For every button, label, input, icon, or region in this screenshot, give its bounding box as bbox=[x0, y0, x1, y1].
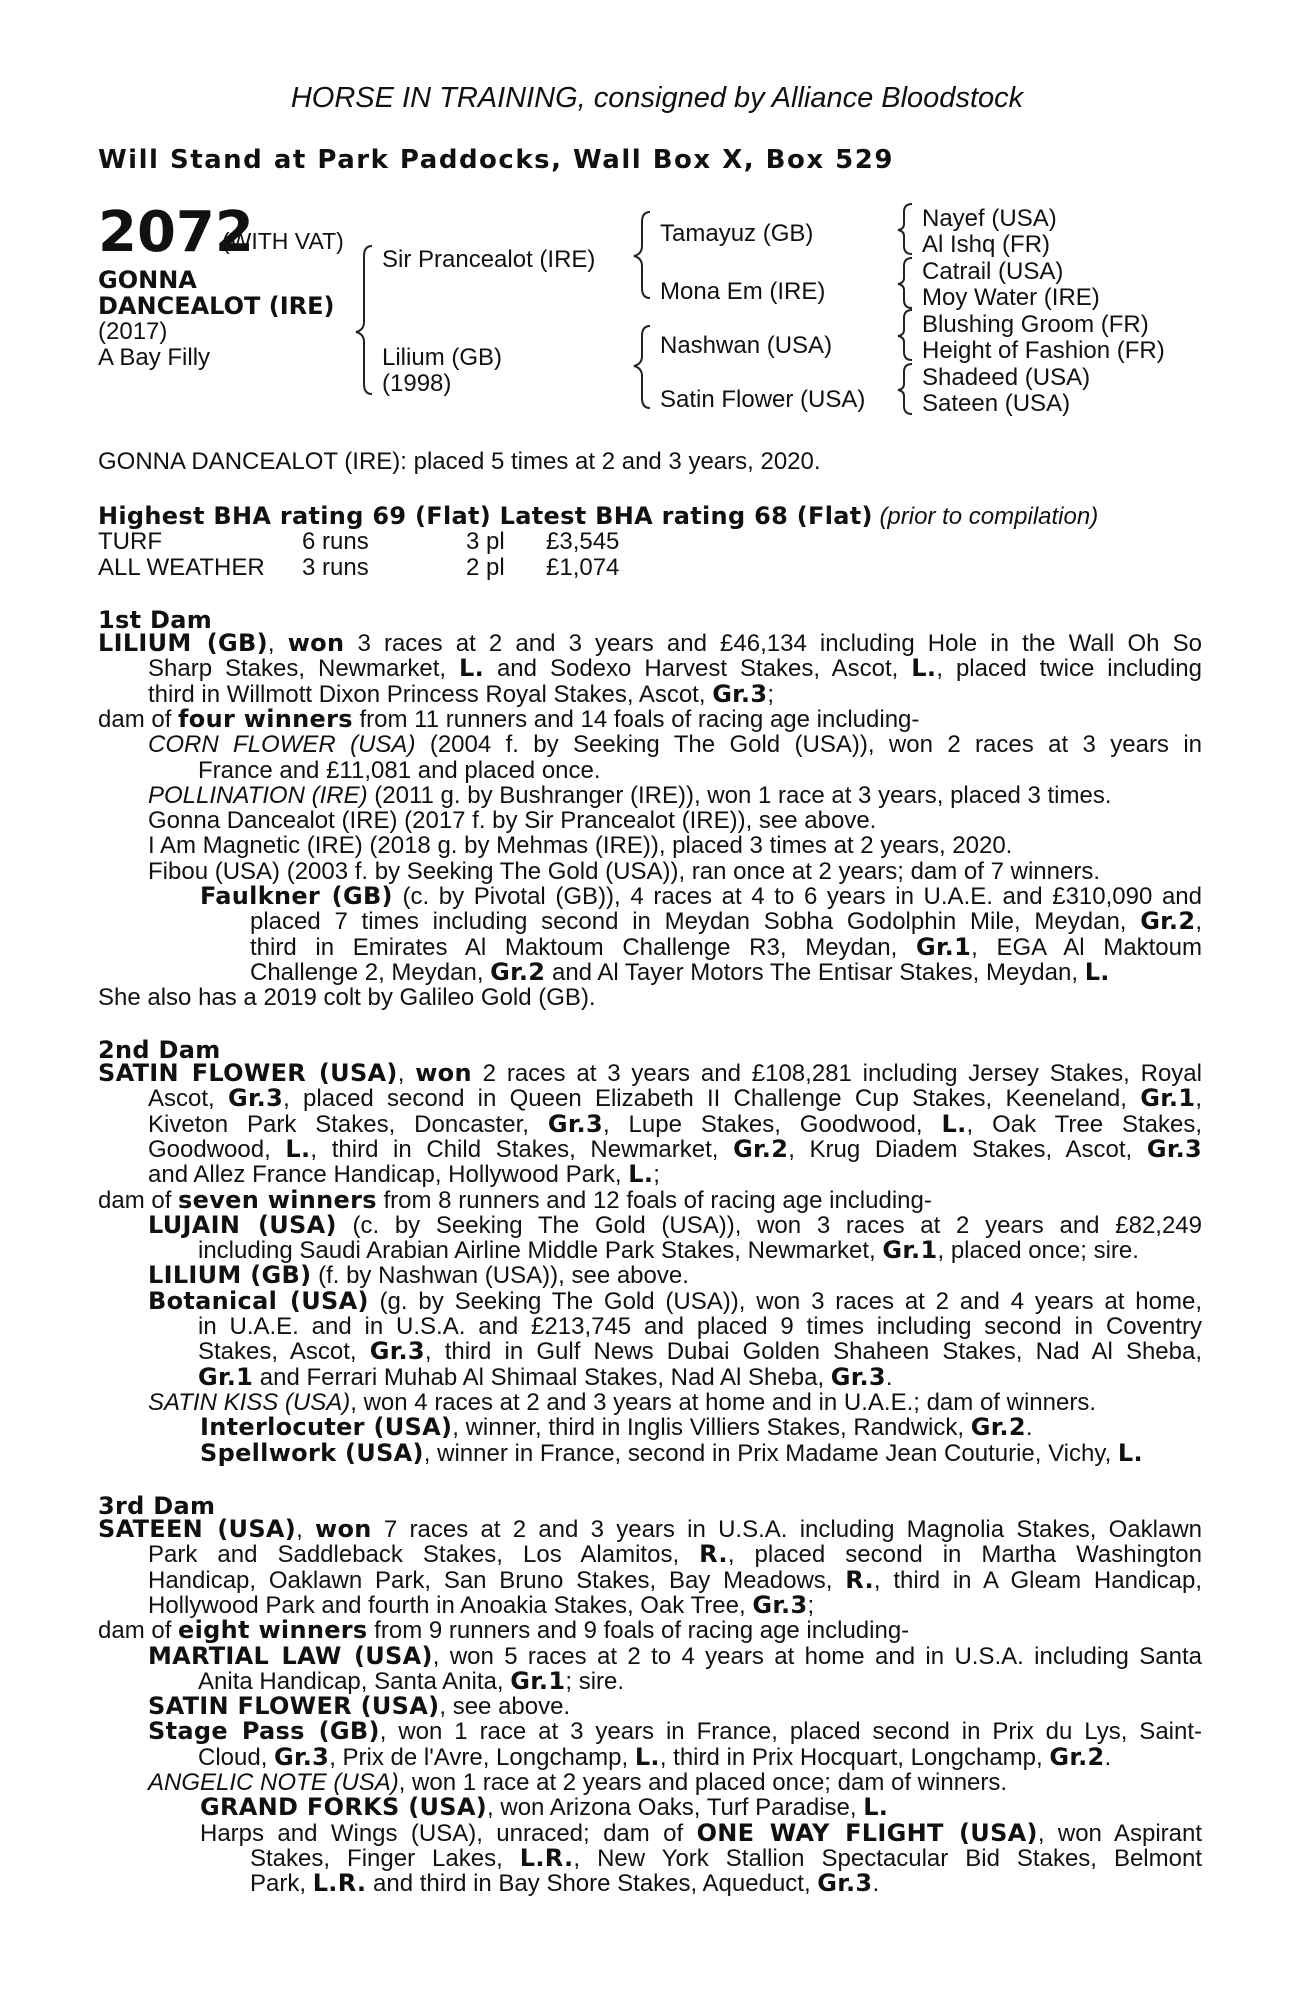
text-run: (c. by Seeking The Gold (USA)), won 3 races at 2 years and £82,249 bbox=[336, 1211, 1202, 1239]
dam3-line bbox=[148, 1590, 815, 1619]
text-run: Gr.1 bbox=[915, 932, 972, 961]
bha-ratings-note: (prior to compilation) bbox=[879, 503, 1099, 530]
text-run: Ascot, bbox=[148, 1085, 228, 1113]
granddam-4: Moy Water (IRE) bbox=[922, 284, 1100, 311]
turf-runs: 6 runs bbox=[302, 528, 369, 555]
text-run: dam of bbox=[98, 1186, 179, 1214]
dam3-line bbox=[148, 1694, 570, 1719]
text-run: and third in Bay Shore Stakes, Aqueduct, bbox=[366, 1870, 818, 1898]
grandsire-3: Catrail (USA) bbox=[922, 258, 1064, 285]
horse-name-line1: GONNA bbox=[98, 266, 197, 294]
text-run: Sharp Stakes, Newmarket, bbox=[148, 655, 459, 683]
text-run: Stakes, Ascot, bbox=[198, 1338, 370, 1366]
text-run: Gr.3 bbox=[547, 1109, 603, 1138]
horse-name-line2: DANCEALOT (IRE) bbox=[98, 292, 335, 320]
bha-ratings-text: Highest BHA rating 69 (Flat) Latest BHA rating 68 (Flat) bbox=[98, 502, 873, 530]
sire-sire: Tamayuz (GB) bbox=[660, 220, 814, 247]
text-run: Gr.2 bbox=[1049, 1742, 1105, 1771]
text-run: won bbox=[415, 1059, 472, 1087]
horse-sex-colour: A Bay Filly bbox=[98, 344, 211, 371]
dam2-line bbox=[148, 1286, 1202, 1315]
text-run: third in Willmott Dixon Princess Royal Stakes, Ascot, bbox=[148, 680, 713, 708]
text-run: , bbox=[397, 1060, 416, 1087]
text-run: Gr.3 bbox=[274, 1742, 330, 1771]
text-run: from 11 runners and 14 foals of racing age including- bbox=[352, 705, 920, 733]
text-run: . bbox=[872, 1870, 880, 1898]
text-run: four winners bbox=[178, 704, 353, 733]
text-run: , won 5 races at 2 to 4 years at home and in U.S.A. including Santa bbox=[432, 1642, 1202, 1670]
bracket-gen3-b bbox=[898, 258, 912, 308]
text-run: Stakes, Finger Lakes, bbox=[250, 1844, 520, 1872]
stand-location: Will Stand at Park Paddocks, Wall Box X, Box 529 bbox=[98, 145, 894, 175]
text-run: and Allez France Handicap, Hollywood Park, bbox=[148, 1161, 629, 1189]
text-run: Gr.3 bbox=[227, 1084, 284, 1113]
text-run: won bbox=[315, 1515, 372, 1543]
text-run: and Ferrari Muhab Al Shimaal Stakes, Nad Al Sheba, bbox=[253, 1363, 831, 1391]
text-run: Faulkner (GB) bbox=[200, 882, 393, 910]
text-run: SATEEN (USA) bbox=[98, 1515, 297, 1543]
text-run: CORN FLOWER (USA) bbox=[148, 731, 416, 759]
text-run: L. bbox=[458, 654, 484, 683]
dam1-line: Fibou (USA) (2003 f. by Seeking The Gold (USA)), ran once at 2 years; dam of 7 winners. bbox=[148, 857, 1100, 885]
dam2-line bbox=[98, 1185, 932, 1214]
text-run: SATIN KISS (USA) bbox=[148, 1388, 351, 1416]
dam1-line: France and £11,081 and placed once. bbox=[198, 756, 601, 784]
dam3-line bbox=[98, 1618, 909, 1643]
text-run: SATIN FLOWER (USA) bbox=[148, 1692, 440, 1721]
section-heading-1st-dam: 1st Dam bbox=[98, 606, 213, 634]
text-run: Gr.3 bbox=[369, 1337, 425, 1366]
dam2-line bbox=[198, 1362, 893, 1391]
bracket-gen1 bbox=[356, 246, 372, 394]
bha-ratings bbox=[98, 502, 1098, 531]
text-run: , third in Gulf News Dubai Golden Shaheen Stakes, Nad Al Sheba, bbox=[424, 1338, 1203, 1366]
text-run: L. bbox=[285, 1134, 311, 1163]
text-run: R. bbox=[845, 1565, 874, 1594]
text-run: won bbox=[287, 629, 345, 657]
lot-number: 2072 bbox=[98, 200, 254, 265]
dam2-line bbox=[198, 1339, 1202, 1364]
dam1-line: She also has a 2019 colt by Galileo Gold (GB). bbox=[98, 984, 596, 1012]
text-run: Cloud, bbox=[198, 1743, 275, 1771]
text-run: from 8 runners and 12 foals of racing age including- bbox=[376, 1186, 932, 1214]
text-run: Harps and Wings (USA), unraced; dam of bbox=[200, 1819, 697, 1847]
dam2-line bbox=[148, 1134, 1203, 1163]
dam2-line bbox=[98, 1061, 1202, 1086]
text-run: , EGA Al Maktoum bbox=[971, 933, 1202, 961]
text-run: , placed second in Martha Washington bbox=[727, 1541, 1203, 1569]
text-run: , Oak Tree Stakes, bbox=[966, 1110, 1202, 1138]
text-run: , winner in France, second in Prix Madame Jean Couturie, Vichy, bbox=[423, 1439, 1118, 1467]
text-run: L. bbox=[863, 1793, 889, 1822]
text-run: MARTIAL LAW (USA) bbox=[148, 1641, 433, 1670]
text-run: Kiveton Park Stakes, Doncaster, bbox=[148, 1110, 548, 1138]
text-run: GRAND FORKS (USA) bbox=[200, 1793, 488, 1822]
dam1-line bbox=[148, 679, 774, 708]
dam1-line bbox=[148, 783, 1112, 808]
text-run: LILIUM (GB) bbox=[98, 629, 268, 657]
text-run: placed 7 times including second in Meydan Sobha Godolphin Mile, Meydan, bbox=[250, 908, 1141, 936]
text-run: (g. by Seeking The Gold (USA)), won 3 races at 2 and 4 years at home, bbox=[368, 1287, 1202, 1315]
text-run: Anita Handicap, Santa Anita, bbox=[198, 1667, 511, 1695]
text-run: Goodwood, bbox=[148, 1135, 286, 1163]
text-run: , Prix de l'Avre, Longchamp, bbox=[329, 1743, 635, 1771]
vat-note: (WITH VAT) bbox=[222, 228, 344, 254]
text-run: (2011 g. by Bushranger (IRE)), won 1 race at 3 years, placed 3 times. bbox=[367, 781, 1112, 809]
dam1-line bbox=[200, 884, 1202, 909]
text-run: L. bbox=[1084, 957, 1110, 986]
text-run: L.R. bbox=[519, 1843, 574, 1872]
dam3-line bbox=[148, 1641, 1202, 1670]
text-run: , winner, third in Inglis Villiers Stakes, Randwick, bbox=[452, 1414, 971, 1442]
text-run: Handicap, Oaklawn Park, San Bruno Stakes, Bay Meadows, bbox=[148, 1566, 846, 1594]
text-run: , Lupe Stakes, Goodwood, bbox=[602, 1110, 942, 1138]
text-run: SATIN FLOWER (USA) bbox=[98, 1059, 398, 1087]
grandsire-5: Blushing Groom (FR) bbox=[922, 311, 1149, 338]
text-run: , won Arizona Oaks, Turf Paradise, bbox=[487, 1794, 864, 1822]
sire: Sir Prancealot (IRE) bbox=[382, 246, 596, 273]
text-run: LUJAIN (USA) bbox=[148, 1210, 337, 1239]
text-run: Park, bbox=[250, 1870, 313, 1898]
dam1-line bbox=[250, 909, 1202, 934]
text-run: Gr.3 bbox=[817, 1869, 873, 1898]
text-run: , won 1 race at 2 years and placed once; dam of winners. bbox=[398, 1769, 1008, 1796]
text-run: third in Emirates Al Maktoum Challenge R3, Meydan, bbox=[250, 933, 916, 961]
section-heading-2nd-dam: 2nd Dam bbox=[98, 1036, 221, 1064]
text-run: L. bbox=[1117, 1438, 1143, 1467]
dam2-line bbox=[200, 1438, 1143, 1467]
text-run: . bbox=[1104, 1743, 1112, 1771]
text-run: . bbox=[1025, 1414, 1033, 1442]
text-run: seven winners bbox=[178, 1185, 377, 1214]
text-run: L.R. bbox=[312, 1869, 367, 1898]
dam2-line: in U.A.E. and in U.S.A. and £213,745 and placed 9 times including second in Coventry bbox=[198, 1313, 1202, 1340]
dam2-line bbox=[148, 1109, 1202, 1138]
text-run: 2 races at 3 years and £108,281 including Jersey Stakes, Royal bbox=[471, 1060, 1202, 1087]
text-run: Gr.1 bbox=[882, 1236, 938, 1265]
text-run: , placed second in Queen Elizabeth II Challenge Cup Stakes, Keeneland, bbox=[283, 1085, 1141, 1113]
text-run: ONE WAY FLIGHT (USA) bbox=[696, 1818, 1038, 1847]
text-run: (f. by Nashwan (USA)), see above. bbox=[311, 1262, 689, 1290]
aw-runs: 3 runs bbox=[302, 554, 369, 581]
text-run: , New York Stallion Spectacular Bid Stakes, Belmont bbox=[573, 1844, 1202, 1872]
dam-year: (1998) bbox=[382, 370, 452, 397]
aw-surface: ALL WEATHER bbox=[98, 554, 265, 581]
dam2-line bbox=[198, 1238, 1139, 1263]
text-run: ; bbox=[807, 1591, 815, 1619]
dam1-line: Gonna Dancealot (IRE) (2017 f. by Sir Prancealot (IRE)), see above. bbox=[148, 807, 877, 835]
text-run: and Al Tayer Motors The Entisar Stakes, Meydan, bbox=[545, 958, 1085, 986]
grandsire-1: Nayef (USA) bbox=[922, 205, 1057, 232]
text-run: ANGELIC NOTE (USA) bbox=[148, 1769, 399, 1796]
dam1-line bbox=[250, 932, 1202, 961]
turf-prize: £3,545 bbox=[546, 528, 620, 555]
dam2-line bbox=[148, 1263, 689, 1288]
text-run: Stage Pass (GB) bbox=[148, 1717, 380, 1746]
text-run: Gr.2 bbox=[970, 1413, 1026, 1442]
text-run: 7 races at 2 and 3 years in U.S.A. including Magnolia Stakes, Oaklawn bbox=[371, 1516, 1203, 1543]
dam3-line bbox=[148, 1719, 1202, 1744]
text-run: , third in A Gleam Handicap, bbox=[873, 1566, 1202, 1594]
text-run: , third in Child Stakes, Newmarket, bbox=[310, 1135, 734, 1163]
dam3-line bbox=[148, 1565, 1202, 1594]
text-run: ; bbox=[767, 680, 774, 708]
text-run: Hollywood Park and fourth in Anoakia Stakes, Oak Tree, bbox=[148, 1591, 753, 1619]
aw-placed: 2 pl bbox=[466, 554, 505, 581]
text-run: POLLINATION (IRE) bbox=[148, 781, 368, 809]
text-run: , placed once; sire. bbox=[937, 1237, 1139, 1265]
text-run: , won 1 race at 3 years in France, placed second in Prix du Lys, Saint- bbox=[379, 1718, 1202, 1746]
text-run: LILIUM (GB) bbox=[148, 1261, 312, 1290]
text-run: Park and Saddleback Stakes, Los Alamitos, bbox=[148, 1541, 700, 1569]
dam-dam: Satin Flower (USA) bbox=[660, 386, 866, 413]
text-run: Gr.2 bbox=[490, 957, 546, 986]
dam3-line bbox=[198, 1742, 1112, 1771]
dam1-line bbox=[148, 656, 1202, 681]
text-run: , Krug Diadem Stakes, Ascot, bbox=[788, 1135, 1147, 1163]
text-run: , third in Prix Hocquart, Longchamp, bbox=[659, 1743, 1050, 1771]
text-run: R. bbox=[699, 1540, 728, 1569]
bracket-gen3-a bbox=[898, 204, 912, 254]
dam2-line bbox=[148, 1210, 1202, 1239]
dam3-line bbox=[250, 1843, 1202, 1872]
text-run: Gr.1 bbox=[510, 1666, 566, 1695]
dam1-line bbox=[250, 957, 1110, 986]
text-run: Spellwork (USA) bbox=[200, 1438, 424, 1467]
text-run: , bbox=[267, 630, 288, 657]
dam3-line bbox=[200, 1818, 1203, 1847]
text-run: Challenge 2, Meydan, bbox=[250, 958, 491, 986]
pedigree-brackets bbox=[0, 0, 1314, 440]
text-run: Gr.1 bbox=[198, 1362, 254, 1391]
dam1-line bbox=[148, 732, 1202, 757]
dam2-line bbox=[148, 1390, 1096, 1415]
text-run: L. bbox=[941, 1109, 967, 1138]
text-run: (c. by Pivotal (GB)), 4 races at 4 to 6 years in U.A.E. and £310,090 and bbox=[392, 883, 1203, 910]
text-run: from 9 runners and 9 foals of racing age including- bbox=[367, 1617, 910, 1645]
grandsire-7: Shadeed (USA) bbox=[922, 364, 1091, 391]
text-run: , won Aspirant bbox=[1037, 1819, 1203, 1847]
race-summary: GONNA DANCEALOT (IRE): placed 5 times at 2 and 3 years, 2020. bbox=[98, 448, 821, 475]
dam3-line bbox=[200, 1795, 888, 1820]
text-run: Gr.2 bbox=[733, 1134, 789, 1163]
dam3-line bbox=[148, 1542, 1202, 1567]
bracket-gen3-d bbox=[898, 364, 912, 414]
text-run: (2004 f. by Seeking The Gold (USA)), won 2 races at 3 years in bbox=[415, 731, 1202, 759]
text-run: eight winners bbox=[178, 1616, 368, 1645]
text-run: , see above. bbox=[439, 1693, 571, 1721]
text-run: L. bbox=[911, 654, 937, 683]
text-run: Gr.3 bbox=[1146, 1134, 1203, 1163]
text-run: , bbox=[1195, 1085, 1203, 1113]
text-run: , placed twice including bbox=[936, 655, 1202, 683]
dam1-line bbox=[98, 631, 1202, 656]
text-run: and Sodexo Harvest Stakes, Ascot, bbox=[484, 655, 912, 683]
dam1-line: I Am Magnetic (IRE) (2018 g. by Mehmas (IRE)), placed 3 times at 2 years, 2020. bbox=[148, 832, 1013, 860]
text-run: including Saudi Arabian Airline Middle Park Stakes, Newmarket, bbox=[198, 1237, 883, 1265]
text-run: ; bbox=[653, 1161, 660, 1189]
text-run: dam of bbox=[98, 1617, 179, 1645]
text-run: , won 4 races at 2 and 3 years at home and in U.A.E.; dam of winners. bbox=[350, 1388, 1096, 1416]
text-run: Interlocuter (USA) bbox=[200, 1413, 453, 1442]
bracket-gen3-c bbox=[898, 310, 912, 360]
text-run: L. bbox=[628, 1160, 654, 1189]
text-run: Gr.2 bbox=[1140, 907, 1196, 936]
text-run: Gr.3 bbox=[712, 679, 768, 708]
text-run: L. bbox=[634, 1742, 660, 1771]
dam2-line bbox=[148, 1086, 1202, 1111]
sire-dam: Mona Em (IRE) bbox=[660, 278, 826, 305]
granddam-8: Sateen (USA) bbox=[922, 390, 1071, 417]
dam2-line bbox=[148, 1162, 660, 1187]
bracket-gen2-sire bbox=[634, 212, 650, 298]
dam2-line bbox=[200, 1415, 1033, 1440]
dam3-line bbox=[250, 1871, 879, 1896]
foaling-year: (2017) bbox=[98, 318, 168, 345]
text-run: Gr.1 bbox=[1140, 1084, 1196, 1113]
section-heading-3rd-dam: 3rd Dam bbox=[98, 1492, 216, 1520]
dam3-line bbox=[198, 1666, 625, 1695]
bracket-gen2-dam bbox=[634, 326, 650, 408]
text-run: ; sire. bbox=[565, 1667, 625, 1695]
text-run: Botanical (USA) bbox=[148, 1286, 369, 1315]
page-header: HORSE IN TRAINING, consigned by Alliance Bloodstock bbox=[290, 82, 1024, 114]
dam-sire: Nashwan (USA) bbox=[660, 332, 833, 359]
text-run: dam of bbox=[98, 705, 179, 733]
text-run: Gr.3 bbox=[752, 1590, 808, 1619]
granddam-2: Al Ishq (FR) bbox=[922, 231, 1051, 258]
text-run: Gr.3 bbox=[830, 1362, 886, 1391]
granddam-6: Height of Fashion (FR) bbox=[922, 337, 1165, 364]
text-run: 3 races at 2 and 3 years and £46,134 including Hole in the Wall Oh So bbox=[344, 630, 1203, 657]
text-run: , bbox=[296, 1516, 315, 1543]
dam1-line bbox=[98, 704, 920, 733]
text-run: , bbox=[1195, 908, 1202, 936]
aw-prize: £1,074 bbox=[546, 554, 620, 581]
turf-placed: 3 pl bbox=[466, 528, 505, 555]
text-run: . bbox=[885, 1363, 893, 1391]
turf-surface: TURF bbox=[98, 528, 162, 555]
dam3-line bbox=[98, 1517, 1202, 1542]
dam: Lilium (GB) bbox=[382, 344, 503, 371]
dam3-line bbox=[148, 1770, 1007, 1795]
